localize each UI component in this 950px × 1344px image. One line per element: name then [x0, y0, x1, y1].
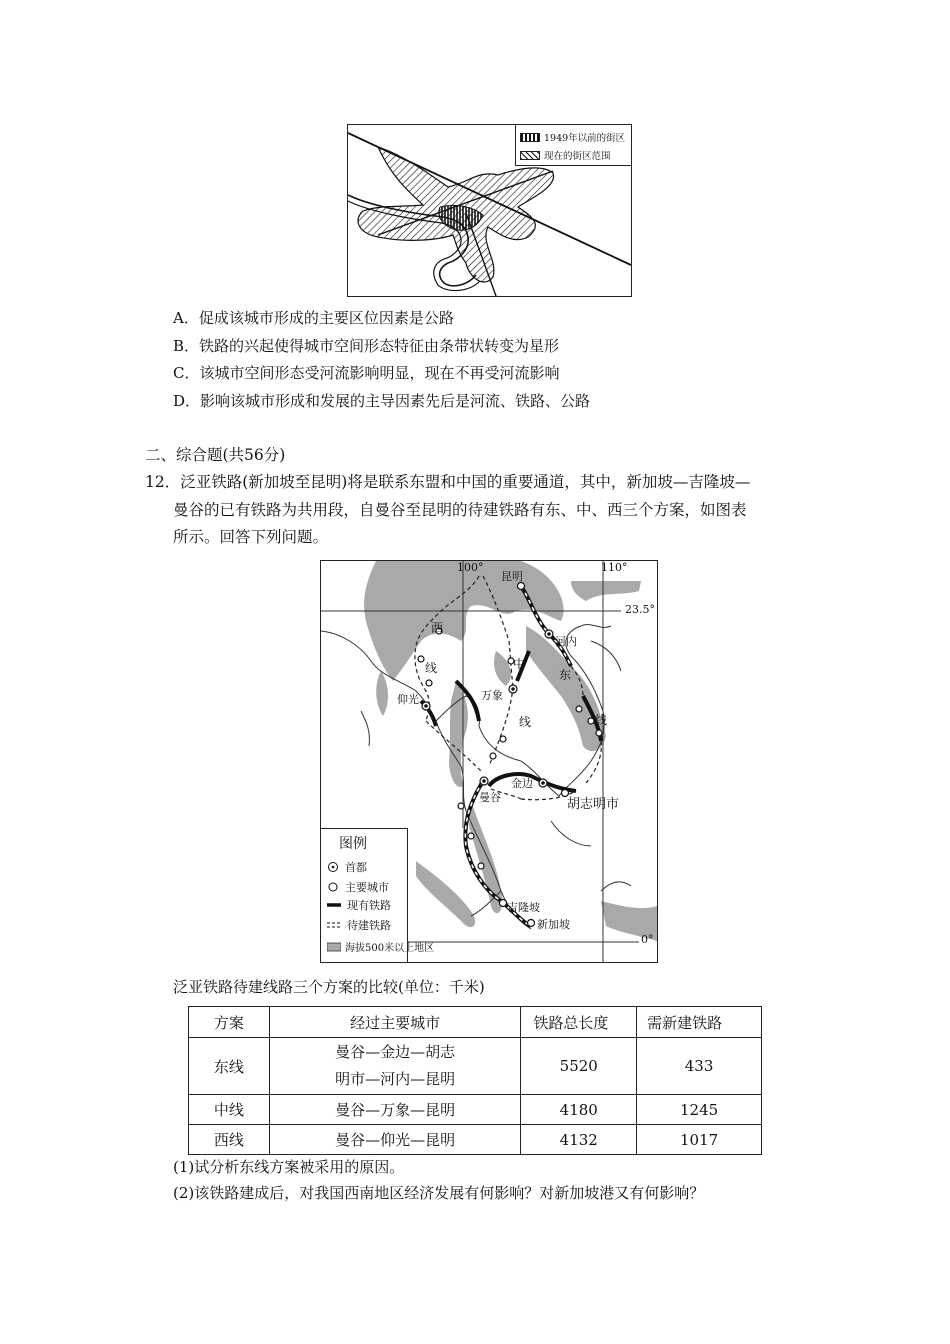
question-12-line-3: 所示。回答下列问题。: [173, 528, 329, 546]
planned-railway-icon: [327, 920, 341, 930]
lat-0-label: 0°: [641, 933, 654, 946]
table-row: [189, 1095, 762, 1125]
mid-line-label-2: 线: [519, 715, 532, 729]
city-yangon: 仰光: [397, 693, 419, 706]
cities-cell: 曼谷—万象—昆明: [269, 1095, 520, 1125]
city-bangkok: 曼谷: [479, 791, 501, 804]
header-new: 需新建铁路: [637, 1007, 762, 1038]
plan-cell: 东线: [189, 1038, 270, 1095]
cities-cell: 曼谷—仰光—昆明: [269, 1125, 520, 1155]
option-c[interactable]: C．该城市空间形态受河流影响明显，现在不再受河流影响: [173, 364, 560, 382]
option-b[interactable]: B．铁路的兴起使得城市空间形态特征由条带状转变为星形: [173, 337, 560, 355]
header-plan: 方案: [189, 1007, 270, 1038]
lon-110-label: 110°: [601, 561, 628, 574]
header-cities: 经过主要城市: [269, 1007, 520, 1038]
cities-cell: [269, 1038, 520, 1095]
section-heading: 二、综合题(共56分): [145, 446, 286, 464]
railway-map: [320, 560, 658, 963]
city-kunming: 昆明: [501, 570, 523, 583]
legend-highland: 海拔500米以上地区: [327, 939, 434, 954]
new-cell: 1245: [637, 1095, 762, 1125]
plan-cell: 西线: [189, 1125, 270, 1155]
pre-1949-swatch: [520, 133, 540, 142]
mid-line-label-1: 中: [513, 657, 526, 671]
lon-100-label: 100°: [457, 561, 484, 574]
cities-line-2: 明市—河内—昆明: [335, 1070, 456, 1088]
length-cell: 5520: [521, 1038, 637, 1095]
header-length: 铁路总长度: [521, 1007, 637, 1038]
railway-map-legend: [321, 828, 435, 963]
highland-icon: [327, 942, 341, 952]
length-cell: 4132: [521, 1125, 637, 1155]
length-cell: 4180: [521, 1095, 637, 1125]
new-cell: 1017: [637, 1125, 762, 1155]
sub-question-2: (2)该铁路建成后，对我国西南地区经济发展有何影响？对新加坡港又有何影响？: [173, 1184, 705, 1202]
table-row: [189, 1038, 762, 1095]
city-vientiane: 万象: [481, 689, 503, 702]
sub-question-1: (1)试分析东线方案被采用的原因。: [173, 1158, 405, 1176]
table-row: [189, 1125, 762, 1155]
legend-planned: 待建铁路: [327, 917, 391, 933]
city-icon: [327, 881, 339, 893]
table-caption: 泛亚铁路待建线路三个方案的比较(单位：千米): [173, 978, 485, 996]
plan-comparison-table: [188, 1006, 762, 1155]
east-line-label-2: 线: [595, 713, 608, 727]
east-line-label-1: 东: [559, 668, 572, 682]
table-header-row: [189, 1007, 762, 1038]
existing-railway-icon: [327, 900, 341, 910]
west-line-label-1: 西: [431, 621, 444, 635]
city-street-map: [347, 124, 632, 297]
legend-title: 图例: [339, 836, 367, 852]
city-ho-chi-minh: 胡志明市: [567, 797, 620, 812]
new-cell: 433: [637, 1038, 762, 1095]
legend-pre-1949: 1949年以前的街区: [520, 130, 625, 144]
option-d[interactable]: D．影响该城市形成和发展的主导因素先后是河流、铁路、公路: [173, 392, 591, 410]
cities-line-1: 曼谷—金边—胡志: [335, 1043, 456, 1061]
legend-current: 现在的街区范围: [520, 148, 611, 162]
option-a[interactable]: A．促成该城市形成的主要区位因素是公路: [173, 309, 454, 327]
question-12-line-1: 12．泛亚铁路(新加坡至昆明)将是联系东盟和中国的重要通道，其中，新加坡—吉隆坡—: [145, 473, 751, 491]
city-singapore: 新加坡: [537, 918, 570, 931]
question-12-line-2: 曼谷的已有铁路为共用段，自曼谷至昆明的待建铁路有东、中、西三个方案，如图表: [173, 501, 747, 519]
legend-city: 主要城市: [327, 879, 389, 895]
city-hanoi: 河内: [555, 635, 577, 648]
city-phnom-penh: 金边: [511, 777, 533, 790]
legend-capital: 首都: [327, 859, 367, 875]
plan-cell: 中线: [189, 1095, 270, 1125]
capital-icon: [327, 861, 339, 873]
lat-23-5-label: 23.5°: [625, 603, 655, 616]
city-kuala-lumpur: 吉隆坡: [507, 901, 540, 914]
west-line-label-2: 线: [425, 661, 438, 675]
current-swatch: [520, 151, 540, 160]
city-map-legend: [515, 125, 631, 166]
legend-existing: 现有铁路: [327, 897, 391, 913]
